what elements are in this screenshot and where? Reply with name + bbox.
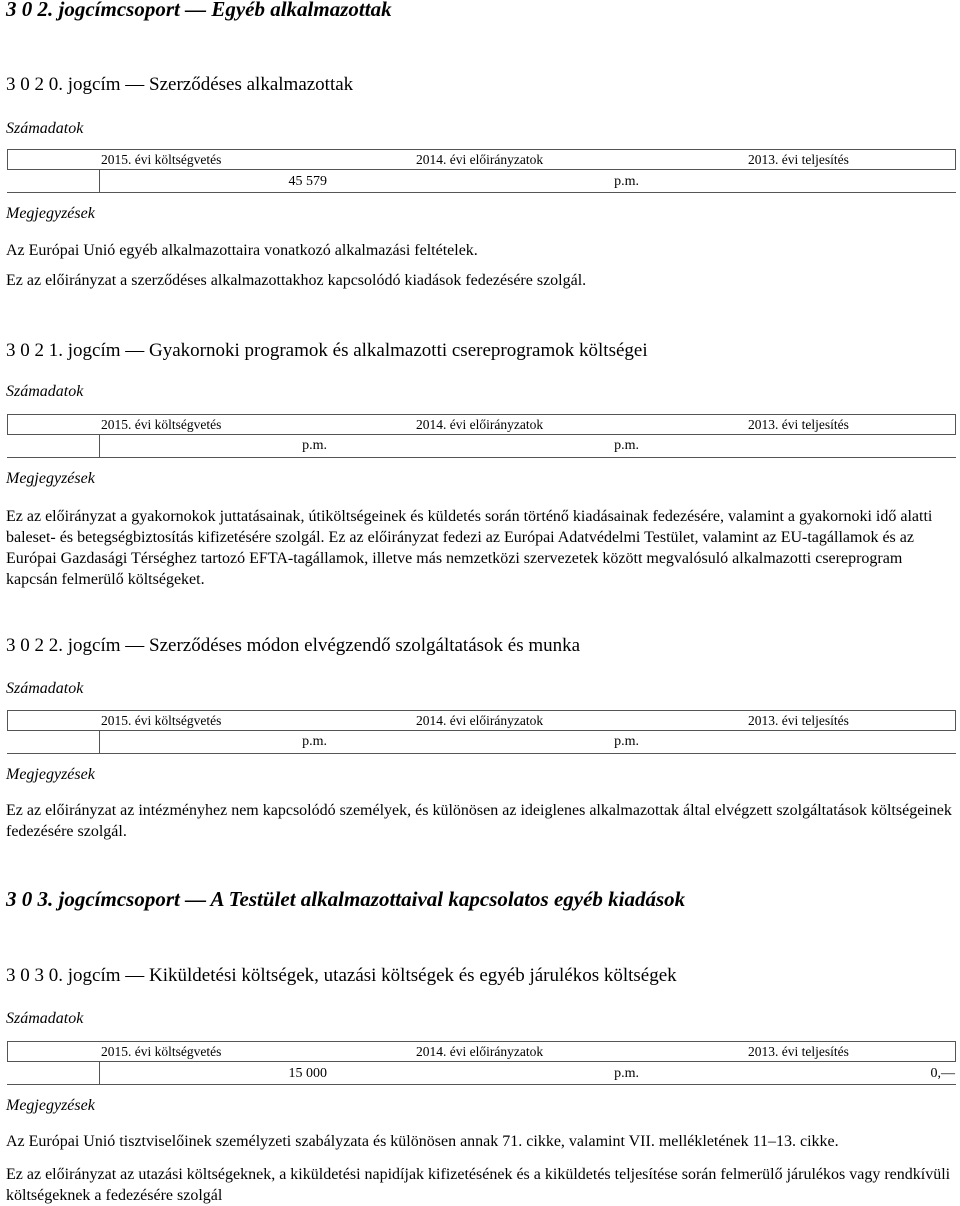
header-2013: 2013. évi teljesítés	[748, 1044, 849, 1059]
table-row-label-cell	[7, 731, 100, 754]
header-2013: 2013. évi teljesítés	[748, 152, 849, 167]
item-title-3021: 3 0 2 1. jogcím — Gyakornoki programok és alkalmazotti csereprogramok költségei	[6, 340, 648, 361]
remark-paragraph: Ez az előirányzat a szerződéses alkalmazottakhoz kapcsolódó kiadások fedezésére szolgál.	[6, 272, 587, 289]
value-2015: p.m.	[302, 734, 327, 749]
budget-table	[7, 149, 956, 193]
table-value-row	[7, 435, 956, 458]
szamadatok-label: Számadatok	[6, 680, 84, 697]
header-2015: 2015. évi költségvetés	[101, 1044, 222, 1059]
remark-paragraph: Ez az előirányzat a gyakornokok juttatásainak, útiköltségeinek és küldetés során történő kiadásainak fedezésére, valamint a gyakornoki idő alatti baleset- és betegségbiztosítás kifizetésére szolgál. Ez az előirányzat fedezi az Európai Adatvédelmi Testület, valamint az EU-tagállamok és az Európai Gazdasági Térséghez tartozó EFTA-tagállamok, illetve más nemzetközi szervezetek között megvalósuló alkalmazotti csereprogram kapcsán felmerülő költségeket.	[6, 508, 933, 588]
szamadatok-label: Számadatok	[6, 120, 84, 137]
remark-paragraph: Az Európai Unió egyéb alkalmazottaira vonatkozó alkalmazási feltételek.	[6, 242, 478, 259]
value-2013: 0,—	[930, 1066, 955, 1081]
header-2014: 2014. évi előirányzatok	[416, 1044, 544, 1059]
table-value-row	[7, 170, 956, 193]
item-title-3020: 3 0 2 0. jogcím — Szerződéses alkalmazottak	[6, 74, 354, 95]
header-2015: 2015. évi költségvetés	[101, 417, 222, 432]
szamadatok-label: Számadatok	[6, 1010, 84, 1027]
header-2013: 2013. évi teljesítés	[748, 417, 849, 432]
megjegyzesek-label: Megjegyzések	[6, 766, 95, 783]
header-2014: 2014. évi előirányzatok	[416, 713, 544, 728]
megjegyzesek-label: Megjegyzések	[6, 470, 95, 487]
budget-table	[7, 1041, 956, 1085]
group-title-303: 3 0 3. jogcímcsoport — A Testület alkalmazottaival kapcsolatos egyéb kiadások	[6, 887, 686, 911]
item-title-3030: 3 0 3 0. jogcím — Kiküldetési költségek, utazási költségek és egyéb járulékos költségek	[6, 965, 677, 986]
table-row-label-cell	[7, 1062, 100, 1085]
value-2014: p.m.	[614, 438, 639, 453]
value-2014: p.m.	[614, 174, 639, 189]
table-row-label-cell	[7, 435, 100, 458]
table-value-row	[7, 1062, 956, 1085]
budget-table	[7, 414, 956, 458]
header-2014: 2014. évi előirányzatok	[416, 152, 544, 167]
value-2014: p.m.	[614, 1066, 639, 1081]
header-2015: 2015. évi költségvetés	[101, 152, 222, 167]
header-2013: 2013. évi teljesítés	[748, 713, 849, 728]
value-2015: p.m.	[302, 438, 327, 453]
budget-table	[7, 710, 956, 754]
remark-paragraph: Ez az előirányzat az utazási költségeknek, a kiküldetési napidíjak kifizetésének és a kiküldetés teljesítése során felmerülő járulékos vagy rendkívüli költségeknek a fedezésére szolgál	[6, 1166, 951, 1204]
megjegyzesek-label: Megjegyzések	[6, 1097, 95, 1114]
header-2015: 2015. évi költségvetés	[101, 713, 222, 728]
szamadatok-label: Számadatok	[6, 383, 84, 400]
table-row-label-cell	[7, 170, 100, 193]
value-2015: 45 579	[288, 174, 327, 189]
value-2015: 15 000	[288, 1066, 327, 1081]
header-2014: 2014. évi előirányzatok	[416, 417, 544, 432]
remark-paragraph: Az Európai Unió tisztviselőinek személyzeti szabályzata és különösen annak 71. cikke, valamint VII. mellékletének 11–13. cikke.	[6, 1133, 839, 1150]
remark-paragraph: Ez az előirányzat az intézményhez nem kapcsolódó személyek, és különösen az ideiglenes alkalmazottak által elvégzett szolgáltatások költségeinek fedezésére szolgál.	[6, 802, 952, 840]
group-title-302: 3 0 2. jogcímcsoport — Egyéb alkalmazottak	[6, 0, 392, 21]
value-2014: p.m.	[614, 734, 639, 749]
table-value-row	[7, 731, 956, 754]
item-title-3022: 3 0 2 2. jogcím — Szerződéses módon elvégzendő szolgáltatások és munka	[6, 635, 581, 656]
megjegyzesek-label: Megjegyzések	[6, 205, 95, 222]
